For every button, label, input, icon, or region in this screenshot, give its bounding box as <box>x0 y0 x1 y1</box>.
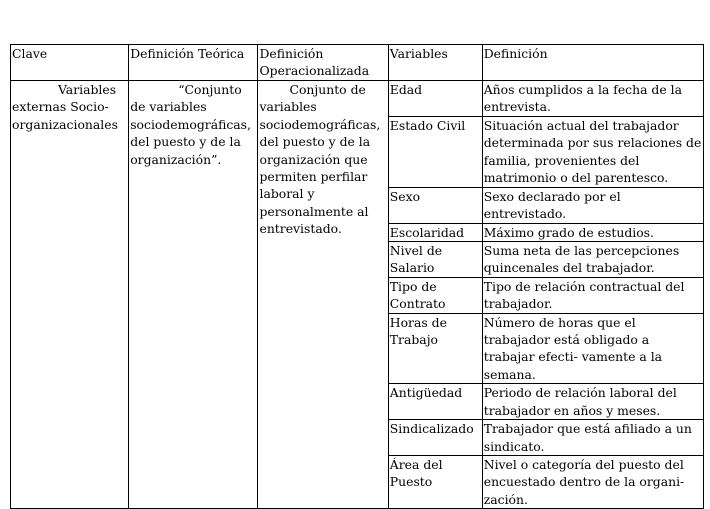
cell-variable: Sindicalizado <box>388 420 482 456</box>
cell-definicion: Número de horas que el trabajador está obligado a trabajar efecti- vamente a la semana. <box>482 313 703 384</box>
cell-variable: Antigüedad <box>388 384 482 420</box>
cell-variable: Horas de Trabajo <box>388 313 482 384</box>
cell-definicion-operacionalizada: Conjunto de variables sociodemográficas, del puesto y de la organización que permiten perfilar laboral y personalmente al entrevistado. <box>258 81 388 509</box>
table-row <box>11 81 704 117</box>
cell-definicion: Sexo declarado por el entrevistado. <box>482 187 703 223</box>
cell-definicion: Suma neta de las percepciones quincenales del trabajador. <box>482 242 703 278</box>
header-definicion: Definición <box>482 45 703 81</box>
header-variables: Variables <box>388 45 482 81</box>
cell-definicion: Situación actual del trabajador determinada por sus relaciones de familia, provenientes del matrimonio o del parentesco. <box>482 117 703 188</box>
cell-variable: Edad <box>388 81 482 117</box>
cell-definicion: Periodo de relación laboral del trabajador en años y meses. <box>482 384 703 420</box>
cell-variable: Estado Civil <box>388 117 482 188</box>
cell-variable: Nivel de Salario <box>388 242 482 278</box>
cell-definicion-teorica: “Conjunto de variables sociodemográficas, del puesto y de la organización”. <box>129 81 258 509</box>
table-header-row <box>11 45 704 81</box>
cell-definicion: Trabajador que está afiliado a un sindicato. <box>482 420 703 456</box>
cell-definicion: Nivel o categoría del puesto del encuestado dentro de la organi- zación. <box>482 455 703 508</box>
header-definicion-operacionalizada: Definición Operacionalizada <box>258 45 388 81</box>
header-clave: Clave <box>11 45 129 81</box>
cell-variable: Escolaridad <box>388 223 482 241</box>
cell-variable: Sexo <box>388 187 482 223</box>
cell-clave: Variables externas Socio-organizacionales <box>11 81 129 509</box>
cell-variable: Tipo de Contrato <box>388 277 482 313</box>
cell-variable: Área del Puesto <box>388 455 482 508</box>
cell-definicion: Tipo de relación contractual del trabajador. <box>482 277 703 313</box>
cell-definicion: Máximo grado de estudios. <box>482 223 703 241</box>
cell-definicion: Años cumplidos a la fecha de la entrevista. <box>482 81 703 117</box>
variables-table <box>10 44 704 509</box>
header-definicion-teorica: Definición Teórica <box>129 45 258 81</box>
